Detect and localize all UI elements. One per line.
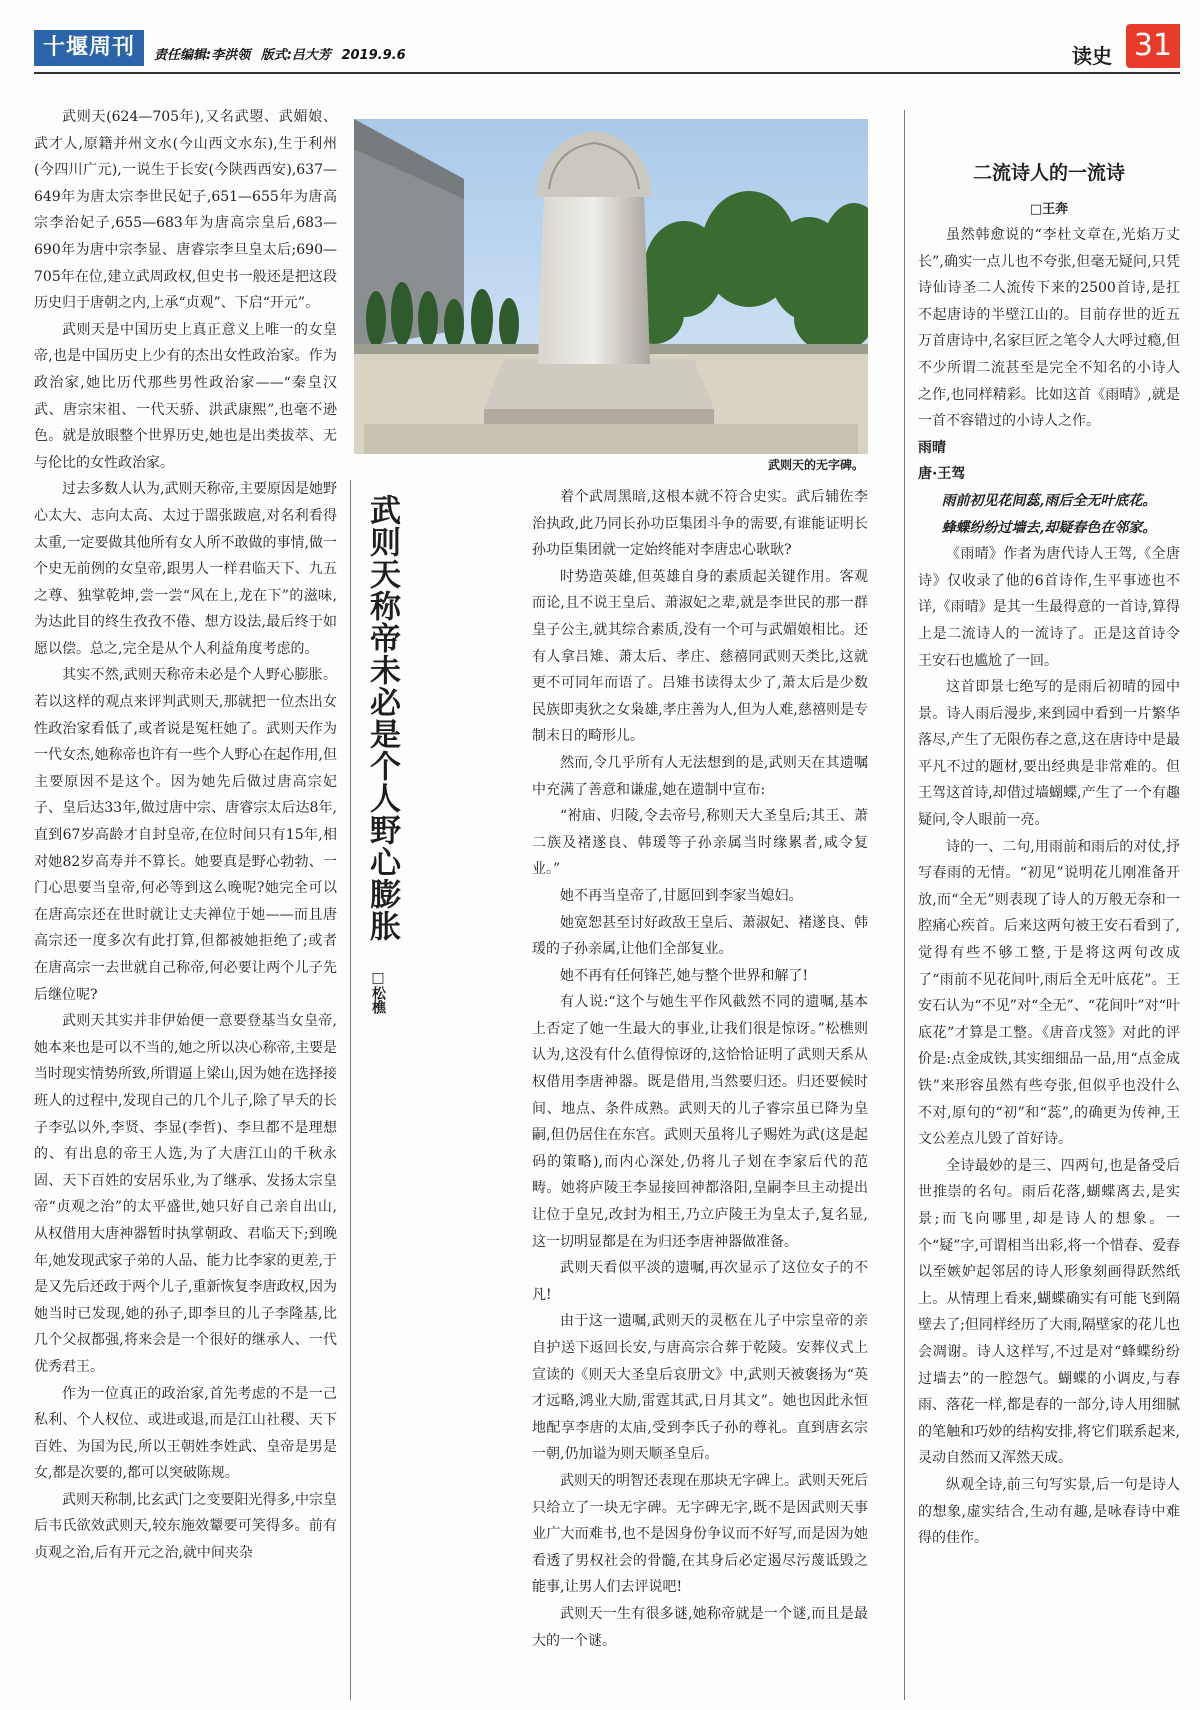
poem-author: 唐·王驾 [918,466,966,483]
editor-credit: 责任编辑:李洪领 [154,48,251,63]
paragraph: 然而,令几乎所有人无法想到的是,武则天在其遗嘱中充满了善意和谦虚,她在遗制中宣布: [532,754,868,798]
paragraph: 《雨晴》作者为唐代诗人王驾,《全唐诗》仅收录了他的6首诗作,生平事迹也不详,《雨晴》是其一生最得意的一首诗,算得上是二流诗人的一流诗了。正是这首诗令王安石也尴尬了一回。 [918,546,1180,669]
layout-credit: 版式:吕大芳 [260,48,331,63]
paragraph: 有人说:“这个与她生平作风截然不同的遗嘱,基本上否定了她一生最大的事业,让我们很是惊讶。”松樵则认为,这没有什么值得惊讶的,这恰恰证明了武则天系从权借用李唐神器。既是借用,当然要归还。归还要候时间、地点、条件成熟。武则天的儿子睿宗虽已降为皇嗣,但仍居住在东宫。武则天虽将儿子赐姓为武(这是起码的策略),而内心深处,仍将儿子划在李家后代的范畴。她将庐陵王李显接回神都洛阳,皇嗣李旦主动提出让位于皇兄,改封为相王,乃立庐陵王为皇太子,复名显,这一切明显都是在为归还李唐神器做准备。 [532,994,868,1250]
paragraph: 武则天其实并非伊始便一意要登基当女皇帝,她本来也是可以不当的,她之所以决心称帝,主要是当时现实情势所致,所谓逼上梁山,因为她在选择接班人的过程中,发现自己的几个儿子,除了早夭的长子李弘以外,李贤、李显(李哲)、李旦都不是理想的、有出息的帝王人选,为了大唐江山的千秋永固、天下百姓的安居乐业,为了继承、发扬太宗皇帝“贞观之治”的太平盛世,她只好自己亲自出山,从权借用大唐神器暂时执掌朝政、君临天下;到晚年,她发现武家子弟的人品、能力比李家的更差,于是又先后还政于两个儿子,重新恢复李唐政权,因为她当时已发现,她的孙子,即李旦的儿子李隆基,比几个父叔都强,将来会是一个很好的继承人、一代优秀君王。 [34,1013,337,1375]
paragraph: 纵观全诗,前三句写实景,后一句是诗人的想象,虚实结合,生动有趣,是咏春诗中难得的佳作。 [918,1476,1180,1547]
paragraph: 作为一位真正的政治家,首先考虑的不是一己私利、个人权位、或进或退,而是江山社稷、天下百姓、为国为民,所以王朝姓李姓武、皇帝是男是女,都是次要的,都可以突破陈规。 [34,1385,337,1482]
poem-line-1: 雨前初见花间蕊,雨后全无叶底花。 [941,492,1157,509]
paragraph: 诗的一、二句,用雨前和雨后的对仗,抒写春雨的无情。“初见”说明花儿刚准备开放,而“全无”则表现了诗人的万般无奈和一腔痛心疾首。后来这两句被王安石看到了,觉得有些不够工整,于是将这两句改成了“雨前不见花间叶,雨后全无叶底花”。王安石认为“不见”对“全无”、“花间叶”对“叶底花”才算是工整。《唐音戊签》对此的评价是:点金成铁,其实细细品一品,用“点金成铁”来形容虽然有些夸张,但似乎也没什么不对,原句的“初”和“蕊”,的确更为传神,王文公差点儿毁了首好诗。 [918,838,1180,1148]
stele-photo [354,119,868,454]
paragraph: 全诗最妙的是三、四两句,也是备受后世推崇的名句。雨后花落,蝴蝶离去,是实景;而飞向哪里,却是诗人的想象。一个“疑”字,可谓相当出彩,将一个惜春、爱春以至嫉妒起邻居的诗人形象刻画得跃然纸上。从情理上看来,蝴蝶确实有可能飞到隔壁去了;但同样经历了大雨,隔壁家的花儿也会凋谢。诗人这样写,不过是对“蜂蝶纷纷过墙去”的一腔怨气。蝴蝶的小调皮,与春雨、落花一样,都是春的一部分,诗人用细腻的笔触和巧妙的结构安排,将它们联系起来,灵动自然而又浑然天成。 [918,1157,1180,1467]
article-column-2 [532,484,868,1654]
side-article-author: □王奔 [1029,202,1069,217]
side-article-column [918,222,1180,1552]
section-title: 读史 [1072,44,1112,68]
paragraph: “袝庙、归陵,令去帝号,称则天大圣皇后;其王、萧二族及褚遂良、韩瑗等子孙亲属当时缘累者,咸令复业。” [532,808,868,878]
paragraph: 她宽恕甚至讨好政敌王皇后、萧淑妃、褚遂良、韩瑗的子孙亲属,让他们全部复业。 [532,914,868,958]
paragraph: 这首即景七绝写的是雨后初晴的园中景。诗人雨后漫步,来到园中看到一片繁华落尽,产生了无限伤春之意,这在唐诗中是最平凡不过的题材,要出经典是非常难的。但王驾这首诗,却借过墙蝴蝶,产生了一个有趣疑问,令人眼前一亮。 [918,679,1180,829]
header-rule [34,72,1180,74]
paragraph: 她不再当皇帝了,甘愿回到李家当媳妇。 [560,887,803,904]
issue-date: 2019.9.6 [341,48,406,63]
article-column-1 [34,104,337,1567]
column-divider [350,480,351,1700]
side-article-title: 二流诗人的一流诗 [972,162,1125,184]
masthead [34,24,1180,74]
poem-line-2: 蜂蝶纷纷过墙去,却疑春色在邻家。 [941,519,1157,536]
paragraph: 武则天的明智还表现在那块无字碑上。武则天死后只给立了一块无字碑。无字碑无字,既不是因武则天事业广大而难书,也不是因身份争议而不好写,而是因为她看透了男权社会的骨髓,在其身后必定遏尽污蔑诋毁之能事,让男人们去评说吧! [532,1472,868,1596]
paragraph: 武则天是中国历史上真正意义上唯一的女皇帝,也是中国历史上少有的杰出女性政治家。作为政治家,她比历代那些男性政治家——“秦皇汉武、唐宗宋祖、一代天骄、洪武康熙”,也毫不逊色。就是放眼整个世界历史,她也是出类拔萃、无与伦比的女性政治家。 [34,321,337,471]
photo-caption: 武则天的无字碑。 [767,458,864,472]
paragraph: 武则天称制,比玄武门之变要阳光得多,中宗皇后韦氏欲效武则天,较东施效颦要可笑得多。前有贞观之治,后有开元之治,就中间夹杂 [34,1491,337,1562]
paragraph: 武则天看似平淡的遗嘱,再次显示了这位女子的不凡! [532,1260,868,1303]
wordless-stele-image [354,119,868,454]
paragraph: 虽然韩愈说的“李杜文章在,光焰万丈长”,确实一点儿也不夸张,但毫无疑问,只凭诗仙诗圣二人流传下来的2500首诗,是扛不起唐诗的半壁江山的。目前存世的近五万首唐诗中,名家巨匠之笔令人大呼过瘾,但不少所谓二流甚至是完全不知名的小诗人之作,也同样精彩。比如这首《雨晴》,就是一首不容错过的小诗人之作。 [918,227,1180,430]
paragraph: 她不再有任何锋芒,她与整个世界和解了! [560,967,809,984]
paragraph: 其实不然,武则天称帝未必是个人野心膨胀。若以这样的观点来评判武则天,那就把一位杰出女性政治家看低了,或者说是冤枉她了。武则天作为一代女杰,她称帝也许有一些个人野心在起作用,但主要原因不是这个。因为她先后做过唐高宗妃子、皇后达33年,做过唐中宗、唐睿宗太后达8年,直到67岁高龄才自封皇帝,在位时间只有15年,相对她82岁高寿并不算长。她要真是野心勃勃、一门心思要当皇帝,何必等到这么晚呢?她完全可以在唐高宗还在世时就让丈夫禅位于她——而且唐高宗还一度多次有此打算,但都被她拒绝了;或者在唐高宗一去世就自己称帝,何必要让两个儿子先后继位呢? [34,667,337,1003]
article-author: □松樵 [370,970,386,1014]
page-number: 31 [1126,24,1180,68]
column-divider-right [904,110,905,1700]
paragraph: 着个武周黑暗,这根本就不符合史实。武后辅佐李治执政,此乃同长孙功臣集团斗争的需要,有谁能证明长孙功臣集团就一定始终能对李唐忠心耿耿? [532,489,868,559]
paragraph: 武则天(624—705年),又名武曌、武媚娘、武才人,原籍并州文水(今山西文水东),生于利州(今四川广元),一说生于长安(今陕西西安),637—649年为唐太宗李世民妃子,651—655年为唐高宗李治妃子,655—683年为唐高宗皇后,683—690年为唐中宗李显、唐睿宗李旦皇太后;690—705年在位,建立武周政权,但史书一般还是把这段历史归于唐朝之内,上承“贞观”、下启“开元”。 [34,109,337,312]
paragraph: 由于这一遗嘱,武则天的灵柩在儿子中宗皇帝的亲自护送下返回长安,与唐高宗合葬于乾陵。安葬仪式上宣读的《则天大圣皇后哀册文》中,武则天被褒扬为“英才远略,鸿业大励,雷霆其武,日月其文”。她也因此永恒地配享李唐的太庙,受到李氏子孙的尊礼。直到唐玄宗一朝,仍加谥为则天顺圣皇后。 [532,1313,868,1463]
credits [154,44,412,63]
article-title: 武则天称帝未必是个人野心膨胀 [364,494,400,942]
paragraph: 时势造英雄,但英雄自身的素质起关键作用。客观而论,且不说王皇后、萧淑妃之辈,就是李世民的那一群皇子公主,就其综合素质,没有一个可与武媚娘相比。还有人拿吕雉、萧太后、孝庄、慈禧同武则天类比,这就更不可同年而语了。吕雉书读得太少了,萧太后是少数民族即夷狄之女枭雄,孝庄善为人,但为人难,慈禧则是专制末日的畸形儿。 [532,568,868,745]
paragraph: 过去多数人认为,武则天称帝,主要原因是她野心太大、志向太高、太过于噐张跋扈,对名利看得太重,一定要做其他所有女人所不敢做的事情,做一个史无前例的女皇帝,跟男人一样君临天下、九五之尊、独掌乾坤,尝一尝“风在上,龙在下”的滋味,为达此目的终生孜孜不倦、想方设法,最后终于如愿以偿。总之,完全是从个人利益角度考虑的。 [34,481,337,657]
paragraph: 武则天一生有很多谜,她称帝就是一个谜,而且是最大的一个谜。 [532,1605,868,1649]
newspaper-logo: 十堰周刊 [34,30,144,66]
poem-title: 雨晴 [918,439,946,456]
